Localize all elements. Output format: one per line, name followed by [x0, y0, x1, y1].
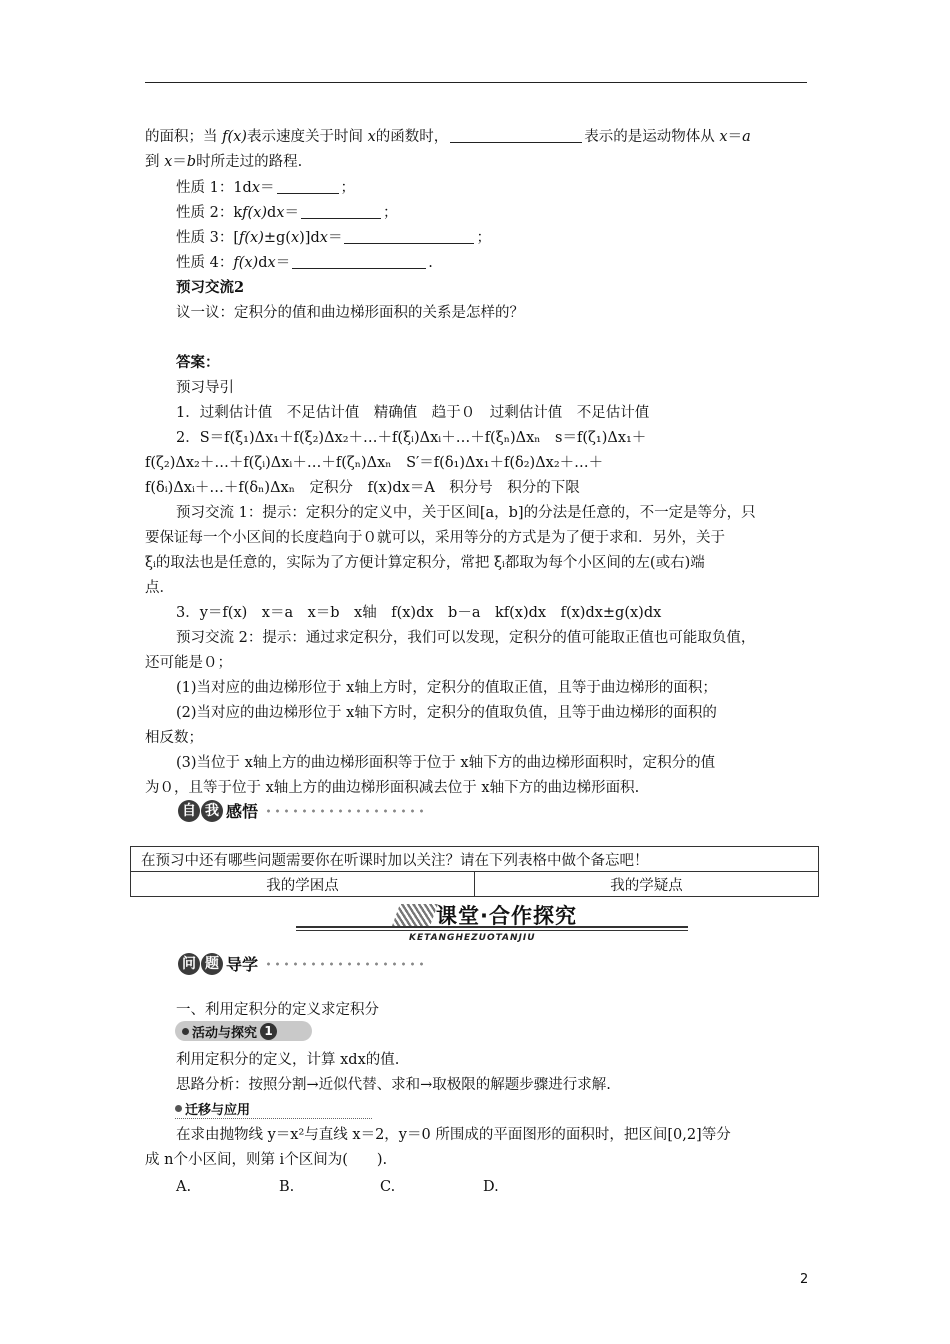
- banner-char: 题: [201, 953, 223, 975]
- answer-item-2-cont: f(ζ₂)Δx₂＋…＋f(ζᵢ)Δxᵢ＋…＋f(ζₙ)Δxₙ S′＝f(δ₁)Δx₁＋f(δ₂)Δx₂＋…＋: [145, 455, 604, 471]
- option-b[interactable]: B.: [279, 1179, 295, 1195]
- header-rule: [145, 82, 807, 83]
- section-title: [296, 900, 688, 946]
- banner-text: 感悟: [226, 802, 259, 821]
- answers-label: 答案：: [176, 354, 220, 371]
- property-1: 性质 1：1dx＝ ；: [176, 180, 356, 196]
- transfer-label: [175, 1098, 372, 1119]
- exercise-text: 在求由抛物线 y＝x²与直线 x＝2，y＝0 所围成的平面图形的面积时，把区间[0,2]等分: [176, 1127, 731, 1143]
- activity-task: 利用定积分的定义，计算 xdx的值.: [176, 1052, 400, 1068]
- answers-guide: 预习导引: [176, 380, 234, 396]
- point-3: (3)当位于 x轴上方的曲边梯形面积等于位于 x轴下方的曲边梯形面积时，定积分的值: [176, 755, 716, 771]
- exercise-text-cont: 成 n个小区间，则第 i个区间为( ).: [145, 1152, 388, 1168]
- banner-text: 导学: [226, 955, 259, 974]
- banner-char: 问: [178, 953, 200, 975]
- activity-label: [175, 1021, 312, 1041]
- preview-exchange-1-cont: 要保证每一个小区间的长度趋向于０就可以，采用等分的方式是为了便于求和．另外，关于: [145, 530, 725, 546]
- memo-header: 在预习中还有哪些问题需要你在听课时加以关注？请在下列表格中做个备忘吧！: [131, 847, 819, 872]
- intro-line-1: 的面积；当 f(x)表示速度关于时间 x的函数时， 表示的是运动物体从 x＝a: [145, 129, 751, 145]
- dotted-decoration: [264, 807, 424, 815]
- property-2: 性质 2：kf(x)dx＝ ；: [176, 205, 398, 221]
- memo-col-doubts[interactable]: 我的学疑点: [475, 872, 819, 897]
- answer-item-3: 3．y＝f(x) x＝a x＝b x轴 f(x)dx b－a kf(x)dx f(x)dx±g(x)dx: [176, 605, 662, 621]
- option-d[interactable]: D.: [483, 1179, 499, 1195]
- answer-item-2-cont: f(δᵢ)Δxᵢ＋…＋f(δₙ)Δxₙ 定积分 f(x)dx＝A 积分号 积分的下限: [145, 480, 580, 496]
- point-1: (1)当对应的曲边梯形位于 x轴上方时，定积分的值取正值，且等于曲边梯形的面积；: [176, 680, 717, 696]
- exercise-options: [176, 1177, 856, 1197]
- dotted-decoration: [264, 960, 424, 968]
- section-decoration: [392, 904, 438, 926]
- part-1-heading: 一、利用定积分的定义求定积分: [176, 1002, 379, 1018]
- property-3: 性质 3：[f(x)±g(x)]dx＝ ；: [176, 230, 491, 246]
- answer-blank[interactable]: [301, 204, 381, 219]
- intro-line-2: 到 x＝b时所走过的路程.: [145, 154, 303, 170]
- section-heading: 课堂·合作探究: [436, 904, 577, 928]
- point-3-cont: 为０，且等于位于 x轴上方的曲边梯形面积减去位于 x轴下方的曲边梯形面积.: [145, 780, 640, 796]
- preview-exchange-2-cont: 还可能是０；: [145, 655, 232, 671]
- self-reflection-banner: [178, 799, 424, 822]
- option-a[interactable]: A.: [176, 1179, 192, 1195]
- preview-exchange-1-cont: 点．: [145, 580, 174, 596]
- preview-exchange-1: 预习交流 1：提示：定积分的定义中，关于区间[a，b]的分法是任意的，不一定是等分，只: [176, 505, 756, 521]
- point-2: (2)当对应的曲边梯形位于 x轴下方时，定积分的值取负值，且等于曲边梯形的面积的: [176, 705, 717, 721]
- preview-exchange-2: 预习交流 2：提示：通过求定积分，我们可以发现，定积分的值可能取正值也可能取负值，: [176, 630, 756, 646]
- banner-char: 自: [178, 800, 200, 822]
- preview-2-label: 预习交流2: [176, 279, 245, 296]
- activity-number: 1: [260, 1023, 277, 1040]
- bullet-icon: [182, 1028, 189, 1035]
- transfer-text: 迁移与应用: [185, 1102, 251, 1118]
- answer-blank[interactable]: [450, 128, 582, 143]
- answer-blank[interactable]: [292, 254, 426, 269]
- option-c[interactable]: C.: [380, 1179, 396, 1195]
- problem-guide-banner: [178, 952, 424, 975]
- answer-blank[interactable]: [344, 229, 474, 244]
- activity-text: 活动与探究: [192, 1025, 258, 1041]
- memo-col-difficulties[interactable]: 我的学困点: [131, 872, 475, 897]
- preview-2-question: 议一议：定积分的值和曲边梯形面积的关系是怎样的？: [176, 305, 524, 321]
- section-subtitle: KETANGHEZUOTANJIU: [409, 933, 536, 943]
- banner-char: 我: [201, 800, 223, 822]
- point-2-cont: 相反数；: [145, 730, 203, 746]
- activity-analysis: 思路分析：按照分割→近似代替、求和→取极限的解题步骤进行求解.: [176, 1077, 611, 1093]
- bullet-icon: [175, 1105, 182, 1112]
- answer-item-1: 1．过剩估计值 不足估计值 精确值 趋于０ 过剩估计值 不足估计值: [176, 405, 650, 421]
- answer-blank[interactable]: [277, 179, 339, 194]
- answer-item-2: 2．S＝f(ξ₁)Δx₁＋f(ξ₂)Δx₂＋…＋f(ξᵢ)Δxᵢ＋…＋f(ξₙ)Δxₙ s＝f(ζ₁)Δx₁＋: [176, 430, 647, 446]
- preview-exchange-1-cont: ξᵢ的取法也是任意的，实际为了方便计算定积分，常把 ξᵢ都取为每个小区间的左(或右)端: [145, 555, 705, 571]
- memo-table: [130, 846, 819, 897]
- page-number: 2: [800, 1272, 809, 1287]
- property-4: 性质 4：f(x)dx＝ .: [176, 255, 433, 271]
